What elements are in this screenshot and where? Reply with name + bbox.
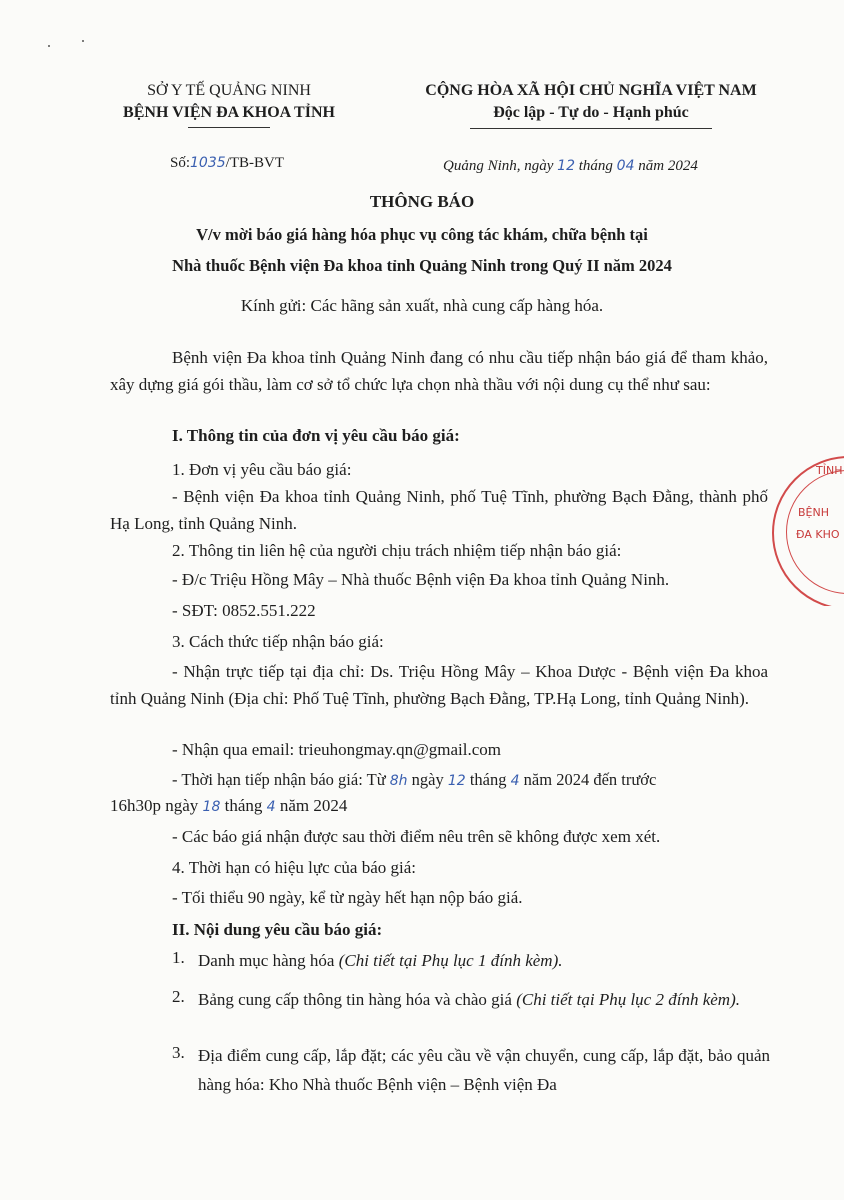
deadline-text-3: tháng: [469, 770, 507, 789]
place-date: [443, 158, 698, 175]
deadline-day1-handwritten: 12: [447, 773, 466, 789]
deadline-text-1: - Thời hạn tiếp nhận báo giá: Từ: [172, 770, 386, 789]
section1-item2-title: 2. Thông tin liên hệ của người chịu trách nhiệm tiếp nhận báo giá:: [172, 541, 622, 560]
section2-item-1-italic: (Chi tiết tại Phụ lục 1 đính kèm).: [338, 951, 563, 970]
section2-item-3-text: Địa điểm cung cấp, lắp đặt; các yêu cầu về vận chuyển, cung cấp, lắp đặt, bảo quản hàng hóa: Kho Nhà thuốc Bệnh viện – Bệnh viện Đa: [198, 1046, 770, 1094]
scan-speck: [48, 45, 50, 47]
number-handwritten: 1035: [190, 155, 226, 171]
document-title: THÔNG BÁO: [369, 192, 475, 211]
section1-item4-title: 4. Thời hạn có hiệu lực của báo giá:: [172, 858, 417, 877]
month-handwritten: 04: [616, 158, 635, 174]
deadline-text-6: tháng: [224, 796, 263, 815]
section1-item2-phone: - SĐT: 0852.551.222: [172, 601, 316, 620]
intro-paragraph: [110, 344, 768, 398]
stamp-text-top: TỈNH: [816, 464, 843, 477]
official-stamp: [772, 456, 844, 606]
recipient-line: Kính gửi: Các hãng sản xuất, nhà cung cấp hàng hóa.: [240, 296, 604, 315]
deadline-text-4: năm 2024 đến trước: [523, 770, 657, 789]
section2-item-2: [198, 985, 770, 1014]
section2-item-1: [198, 946, 770, 975]
section1-item3-late: - Các báo giá nhận được sau thời điểm nêu trên sẽ không được xem xét.: [172, 827, 661, 846]
deadline-hour-handwritten: 8h: [389, 773, 408, 789]
section2-item-3-num: 3.: [172, 1043, 185, 1062]
national-motto: Độc lập - Tự do - Hạnh phúc: [493, 104, 689, 121]
subject-line-2: Nhà thuốc Bệnh viện Đa khoa tỉnh Quảng Ninh trong Quý II năm 2024: [172, 256, 672, 275]
section2-item-2-text: Bảng cung cấp thông tin hàng hóa và chào giá: [198, 990, 517, 1009]
document-number: [170, 155, 284, 172]
stamp-outer-ring: [772, 456, 844, 606]
section2-heading: II. Nội dung yêu cầu báo giá:: [172, 920, 383, 939]
header-left-rule: [188, 127, 270, 128]
intro-text: Bệnh viện Đa khoa tỉnh Quảng Ninh đang có nhu cầu tiếp nhận báo giá để tham khảo, xây dựng giá gói thầu, làm cơ sở tổ chức lựa chọn nhà thầu với nội dung cụ thể như sau:: [110, 348, 768, 394]
section1-deadline-line2: [110, 792, 347, 821]
section1-item1-title: 1. Đơn vị yêu cầu báo giá:: [172, 460, 352, 479]
agency-name: SỞ Y TẾ QUẢNG NINH: [147, 82, 311, 99]
header-right-rule: [470, 128, 712, 129]
section1-item3-title: 3. Cách thức tiếp nhận báo giá:: [172, 632, 384, 651]
place-date-prefix: Quảng Ninh, ngày: [443, 158, 554, 174]
section1-heading: I. Thông tin của đơn vị yêu cầu báo giá:: [172, 426, 460, 445]
deadline-day2-handwritten: 18: [202, 799, 221, 815]
item1-address: - Bệnh viện Đa khoa tỉnh Quảng Ninh, phố Tuệ Tĩnh, phường Bạch Đằng, thành phố Hạ Long, tỉnh Quảng Ninh.: [110, 487, 768, 533]
number-prefix: Số:: [170, 155, 191, 171]
item3-direct-text: - Nhận trực tiếp tại địa chỉ: Ds. Triệu Hồng Mây – Khoa Dược - Bệnh viện Đa khoa tỉnh Quảng Ninh (Địa chỉ: Phố Tuệ Tĩnh, phường Bạch Đằng, TP.Hạ Long, tỉnh Quảng Ninh).: [110, 662, 768, 708]
section1-deadline-line1: [172, 766, 656, 795]
section2-item-2-num: 2.: [172, 987, 185, 1006]
number-suffix: /TB-BVT: [225, 155, 284, 171]
scan-speck: [82, 40, 84, 42]
section1-item3-email: - Nhận qua email: trieuhongmay.qn@gmail.com: [172, 740, 501, 759]
deadline-text-2: ngày: [411, 770, 444, 789]
section2-item-1-num: 1.: [172, 948, 185, 967]
section2-item-2-italic: (Chi tiết tại Phụ lục 2 đính kèm).: [516, 990, 740, 1009]
day-handwritten: 12: [557, 158, 575, 174]
hospital-name: BỆNH VIỆN ĐA KHOA TỈNH: [123, 104, 335, 121]
stamp-text-mid1: BỆNH: [798, 506, 829, 519]
deadline-text-7: năm 2024: [279, 796, 348, 815]
deadline-month1-handwritten: 4: [510, 773, 520, 789]
section1-item2-contact: - Đ/c Triệu Hồng Mây – Nhà thuốc Bệnh viện Đa khoa tỉnh Quảng Ninh.: [172, 570, 670, 589]
section1-item4-text: - Tối thiểu 90 ngày, kể từ ngày hết hạn nộp báo giá.: [172, 888, 523, 907]
national-title: CỘNG HÒA XÃ HỘI CHỦ NGHĨA VIỆT NAM: [425, 82, 757, 99]
section2-item-3: [198, 1041, 770, 1099]
deadline-month2-handwritten: 4: [266, 799, 276, 815]
stamp-text-mid2: ĐA KHO: [796, 528, 840, 541]
year-text: năm 2024: [638, 158, 698, 174]
section1-item3-direct: [110, 658, 768, 712]
month-label: tháng: [578, 158, 613, 174]
deadline-text-5: 16h30p ngày: [110, 796, 199, 815]
section1-item1-text: [110, 483, 768, 537]
subject-line-1: V/v mời báo giá hàng hóa phục vụ công tác khám, chữa bệnh tại: [196, 225, 648, 244]
section2-item-1-text: Danh mục hàng hóa: [198, 951, 339, 970]
